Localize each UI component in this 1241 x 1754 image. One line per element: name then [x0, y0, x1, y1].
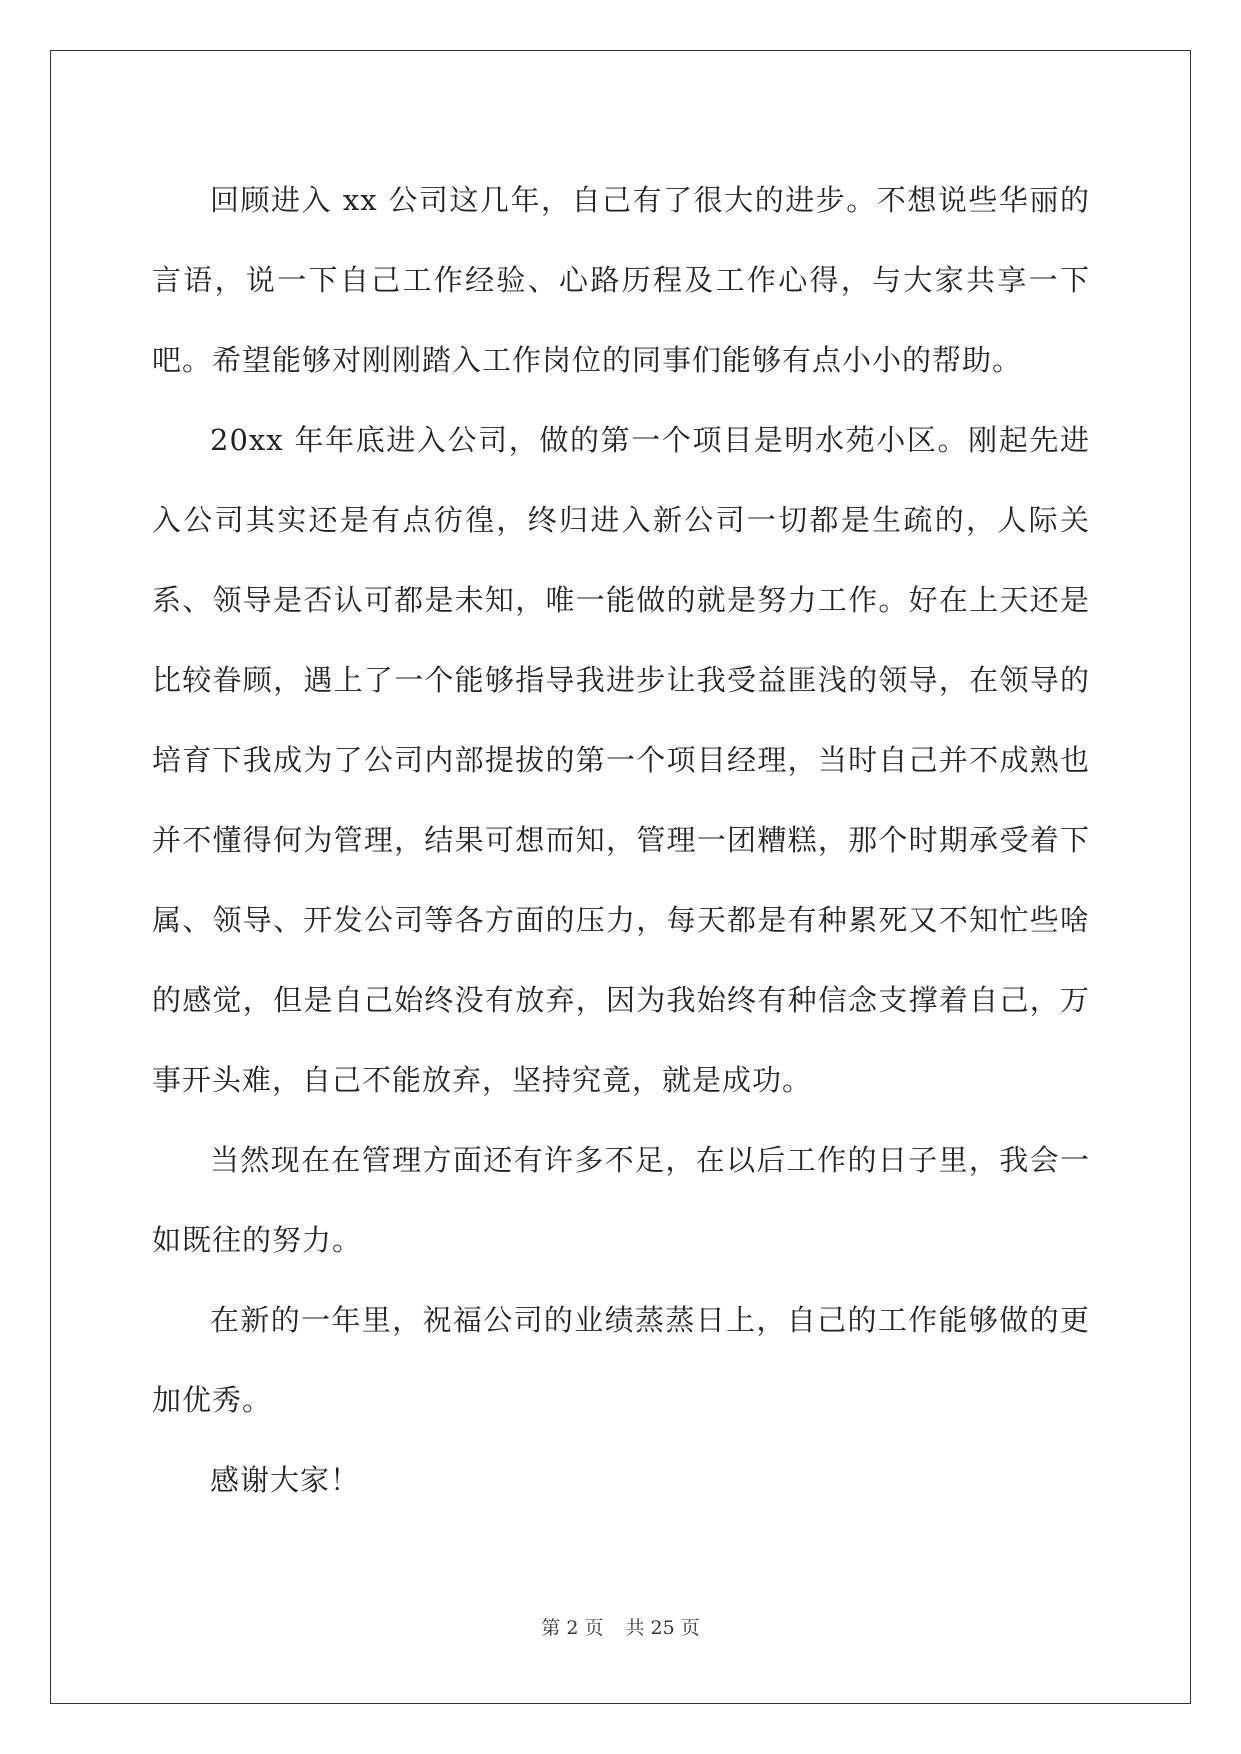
total-page-count: 共 25 页	[625, 1617, 700, 1639]
paragraph-wishes: 在新的一年里，祝福公司的业绩蒸蒸日上，自己的工作能够做的更加优秀。	[152, 1303, 1090, 1417]
document-body	[152, 160, 1090, 1520]
paragraph-shortcomings: 当然现在在管理方面还有许多不足，在以后工作的日子里，我会一如既往的努力。	[152, 1143, 1090, 1257]
page-footer	[0, 1613, 1241, 1640]
paragraph-intro: 回顾进入 xx 公司这几年，自己有了很大的进步。不想说些华丽的言语，说一下自己工作经验、心路历程及工作心得，与大家共享一下吧。希望能够对刚刚踏入工作岗位的同事们能够有点小小的帮助。	[152, 183, 1090, 377]
paragraph-thanks: 感谢大家！	[210, 1463, 361, 1497]
paragraph-experience: 20xx 年年底进入公司，做的第一个项目是明水苑小区。刚起先进入公司其实还是有点彷徨，终归进入新公司一切都是生疏的，人际关系、领导是否认可都是未知，唯一能做的就是努力工作。好在上天还是比较眷顾，遇上了一个能够指导我进步让我受益匪浅的领导，在领导的培育下我成为了公司内部提拔的第一个项目经理，当时自己并不成熟也并不懂得何为管理，结果可想而知，管理一团糟糕，那个时期承受着下属、领导、开发公司等各方面的压力，每天都是有种累死又不知忙些啥的感觉，但是自己始终没有放弃，因为我始终有种信念支撑着自己，万事开头难，自己不能放弃，坚持究竟，就是成功。	[152, 423, 1090, 1097]
current-page-number: 第 2 页	[541, 1617, 604, 1639]
